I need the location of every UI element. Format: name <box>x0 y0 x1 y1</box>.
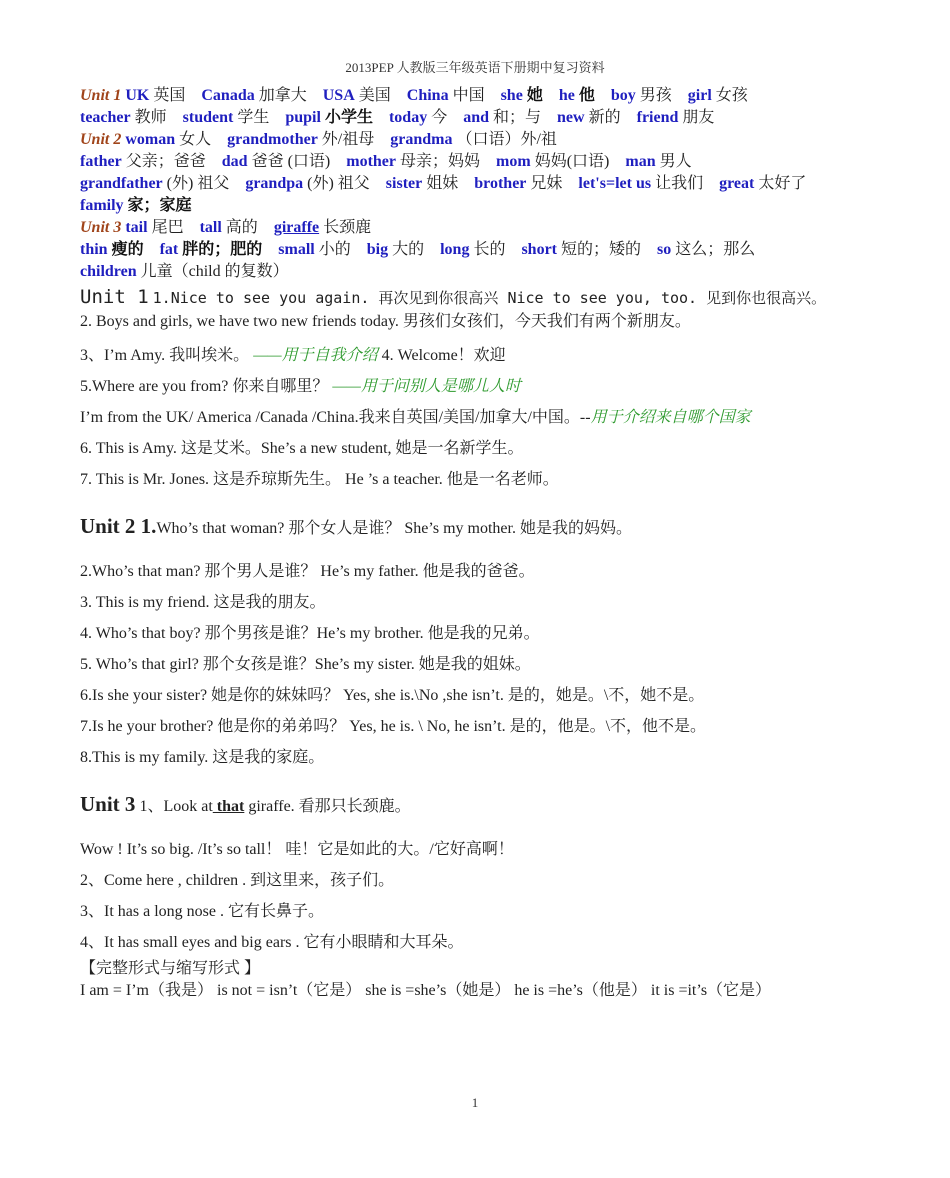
vocab-word: tall <box>199 219 222 236</box>
vocab-word: teacher <box>80 109 131 126</box>
vocab-meaning: 小学生 <box>320 109 373 126</box>
vocab-meaning: 小的 <box>314 241 351 258</box>
vocab-list <box>125 131 557 148</box>
vocab-meaning: 长的 <box>469 241 506 258</box>
vocab-word: friend <box>636 109 679 126</box>
vocab-meaning: 教师 <box>130 109 167 126</box>
unit1-sentence-5: 5.Where are you from? 你来自哪里？ <box>80 378 329 395</box>
vocab-meaning: 太好了 <box>754 175 807 192</box>
unit-label: Unit 3 <box>80 219 122 236</box>
vocab-meaning: 新的 <box>584 109 621 126</box>
vocab-meaning: 男孩 <box>635 87 672 104</box>
page-header: 2013PEP 人教版三年级英语下册期中复习资料 <box>345 60 605 75</box>
contractions-title: 【完整形式与缩写形式 】 <box>80 960 261 977</box>
unit1-heading-line <box>80 285 880 311</box>
unit1-sentence-4: 4. Welcome！欢迎 <box>381 347 506 364</box>
vocab-word: woman <box>125 131 176 148</box>
vocab-word: grandfather <box>80 175 163 192</box>
vocab-word: long <box>440 241 470 258</box>
vocab-meaning: 父亲；爸爸 <box>121 153 206 170</box>
vocab-meaning: （口语）外/祖 <box>452 131 557 148</box>
vocab-word: boy <box>610 87 636 104</box>
underlined-word: that <box>212 798 245 815</box>
vocab-word: mom <box>496 153 531 170</box>
vocab-word: giraffe <box>273 219 320 236</box>
vocab-word: China <box>406 87 449 104</box>
unit1-title: Unit 1 <box>80 286 149 308</box>
vocab-meaning: 加拿大 <box>254 87 307 104</box>
usage-note: ——用于问别人是哪儿人时 <box>332 378 521 395</box>
vocab-meaning: 姐妹 <box>422 175 459 192</box>
vocab-word: children <box>80 263 137 280</box>
vocab-word: sister <box>385 175 423 192</box>
unit2-heading-line <box>80 509 880 546</box>
vocab-word: student <box>182 109 234 126</box>
vocab-meaning: (外) 祖父 <box>303 175 370 192</box>
vocab-meaning: 母亲；妈妈 <box>396 153 481 170</box>
unit-label: Unit 2 <box>80 131 122 148</box>
vocab-meaning: 短的；矮的 <box>557 241 642 258</box>
page-number: 1 <box>471 1095 479 1110</box>
document-body <box>80 85 880 1002</box>
vocab-word: she <box>500 87 523 104</box>
unit1-sentence-3-line <box>80 340 880 371</box>
unit1-sentence-5-line <box>80 371 880 402</box>
vocab-meaning: (外) 祖父 <box>162 175 230 192</box>
vocab-list <box>80 153 692 170</box>
vocab-word: girl <box>687 87 712 104</box>
unit3-sentence-1-end: giraffe. 看那只长颈鹿。 <box>244 798 411 815</box>
vocab-list <box>80 175 806 192</box>
vocab-word: man <box>625 153 656 170</box>
unit2-title: Unit 2 1. <box>80 514 157 538</box>
vocab-meaning: 中国 <box>448 87 485 104</box>
unit1-sentence-3: 3、I’m Amy. 我叫埃米。 <box>80 347 250 364</box>
vocab-meaning: 高的 <box>221 219 258 236</box>
vocab-meaning: 今 <box>427 109 448 126</box>
vocab-word: father <box>80 153 122 170</box>
unit3-sentence-2: Wow ! It’s so big. /It’s so tall！ 哇！它是如此的大。/它好高啊！ <box>80 841 514 858</box>
vocab-word: small <box>278 241 315 258</box>
unit2-sentence-6: 6.Is she your sister? 她是你的妹妹吗？ Yes, she is.\No ,she isn’t. 是的，她是。\不，她不是。 <box>80 687 705 704</box>
unit1-sentence-6: 6. This is Amy. 这是艾米。She’s a new student, 她是一名新学生。 <box>80 440 524 457</box>
vocab-line-9 <box>80 261 880 283</box>
unit2-sentence-1: Who’s that woman? 那个女人是谁？ She’s my mother. 她是我的妈妈。 <box>156 520 632 537</box>
vocab-meaning: 瘦的 <box>107 241 144 258</box>
contractions-text: I am = I’m（我是） is not = isn’t（它是） she is =she’s（她是） he is =he’s（他是） it is =it’s（它是） <box>80 982 772 999</box>
vocab-meaning: 儿童（child 的复数） <box>136 263 289 280</box>
unit1-sentence-1: 1.Nice to see you again. 再次见到你很高兴 Nice to see you, too. 见到你也很高兴。 <box>152 289 827 307</box>
vocab-list <box>80 109 714 126</box>
vocab-word: let's=let us <box>578 175 652 192</box>
vocab-meaning: 兄妹 <box>526 175 563 192</box>
vocab-meaning: 长颈鹿 <box>319 219 372 236</box>
unit-label: Unit 1 <box>80 87 122 104</box>
unit2-sentence-5: 5. Who’s that girl? 那个女孩是谁？She’s my sister. 她是我的姐妹。 <box>80 656 531 673</box>
vocab-list <box>80 263 289 280</box>
vocab-word: short <box>521 241 558 258</box>
vocab-meaning: 家；家庭 <box>123 197 192 214</box>
unit3-sentence-5: 4、It has small eyes and big ears . 它有小眼睛和大耳朵。 <box>80 934 464 951</box>
vocab-meaning: 和；与 <box>489 109 542 126</box>
vocab-word: pupil <box>285 109 321 126</box>
unit1-sentence-7: 7. This is Mr. Jones. 这是乔琼斯先生。 He ’s a teacher. 他是一名老师。 <box>80 471 559 488</box>
vocab-line-6 <box>80 195 880 217</box>
vocab-word: tail <box>125 219 148 236</box>
vocab-meaning: 朋友 <box>678 109 715 126</box>
vocab-line-8 <box>80 239 880 261</box>
vocab-word: thin <box>80 241 108 258</box>
usage-note: ——用于自我介绍 <box>253 347 378 364</box>
vocab-meaning: 让我们 <box>651 175 704 192</box>
unit2-sentence-4: 4. Who’s that boy? 那个男孩是谁？He’s my brother. 他是我的兄弟。 <box>80 625 540 642</box>
vocab-meaning: 大的 <box>388 241 425 258</box>
vocab-line-7 <box>80 217 880 239</box>
vocab-line-4 <box>80 151 880 173</box>
vocab-word: USA <box>322 87 355 104</box>
unit2-sentence-7: 7.Is he your brother? 他是你的弟弟吗？ Yes, he is. \ No, he isn’t. 是的，他是。\不，他不是。 <box>80 718 707 735</box>
vocab-line-1 <box>80 85 880 107</box>
vocab-word: mother <box>346 153 397 170</box>
vocab-meaning: 胖的；肥的 <box>178 241 263 258</box>
vocab-meaning: 她 <box>522 87 543 104</box>
vocab-meaning: 学生 <box>233 109 270 126</box>
vocab-word: big <box>366 241 389 258</box>
vocab-line-5 <box>80 173 880 195</box>
unit1-sentence-5b: I’m from the UK/ America /Canada /China.我来自英国/美国/加拿大/中国。-- <box>80 409 591 426</box>
vocab-line-3 <box>80 129 880 151</box>
vocab-word: Canada <box>201 87 255 104</box>
vocab-meaning: 爸爸 (口语) <box>247 153 331 170</box>
vocab-word: and <box>463 109 490 126</box>
vocab-meaning: 男人 <box>655 153 692 170</box>
vocab-list <box>80 197 192 214</box>
vocab-list <box>125 87 747 104</box>
unit2-sentence-2: 2.Who’s that man? 那个男人是谁？ He’s my father. 他是我的爸爸。 <box>80 563 535 580</box>
vocab-meaning: 女人 <box>175 131 212 148</box>
vocab-meaning: 他 <box>574 87 595 104</box>
vocab-word: UK <box>125 87 150 104</box>
vocab-word: family <box>80 197 124 214</box>
unit3-sentence-4: 3、It has a long nose . 它有长鼻子。 <box>80 903 324 920</box>
vocab-meaning: 妈妈(口语) <box>530 153 610 170</box>
vocab-word: he <box>558 87 575 104</box>
vocab-meaning: 英国 <box>149 87 186 104</box>
vocab-word: brother <box>474 175 527 192</box>
vocab-word: grandma <box>390 131 453 148</box>
unit3-sentence-1: 1、Look at <box>139 798 213 815</box>
unit1-sentence-5b-line <box>80 402 880 433</box>
unit2-sentence-3: 3. This is my friend. 这是我的朋友。 <box>80 594 326 611</box>
vocab-word: new <box>557 109 585 126</box>
vocab-meaning: 女孩 <box>711 87 748 104</box>
vocab-word: fat <box>159 241 179 258</box>
vocab-meaning: 美国 <box>354 87 391 104</box>
vocab-word: great <box>719 175 755 192</box>
unit3-heading-line <box>80 787 880 824</box>
unit3-sentence-3: 2、Come here , children . 到这里来，孩子们。 <box>80 872 395 889</box>
unit1-sentence-2: 2. Boys and girls, we have two new friends today. 男孩们女孩们，今天我们有两个新朋友。 <box>80 313 691 330</box>
vocab-list <box>80 241 755 258</box>
vocab-line-2 <box>80 107 880 129</box>
unit2-sentence-8: 8.This is my family. 这是我的家庭。 <box>80 749 325 766</box>
vocab-meaning: 这么；那么 <box>671 241 756 258</box>
vocab-word: so <box>657 241 672 258</box>
vocab-meaning: 外/祖母 <box>317 131 375 148</box>
vocab-word: grandpa <box>245 175 304 192</box>
vocab-word: today <box>388 109 428 126</box>
vocab-word: grandmother <box>227 131 318 148</box>
vocab-word: dad <box>221 153 248 170</box>
vocab-list <box>125 219 371 236</box>
usage-note: 用于介绍来自哪个国家 <box>590 409 751 426</box>
unit3-title: Unit 3 <box>80 792 136 816</box>
vocab-meaning: 尾巴 <box>147 219 184 236</box>
